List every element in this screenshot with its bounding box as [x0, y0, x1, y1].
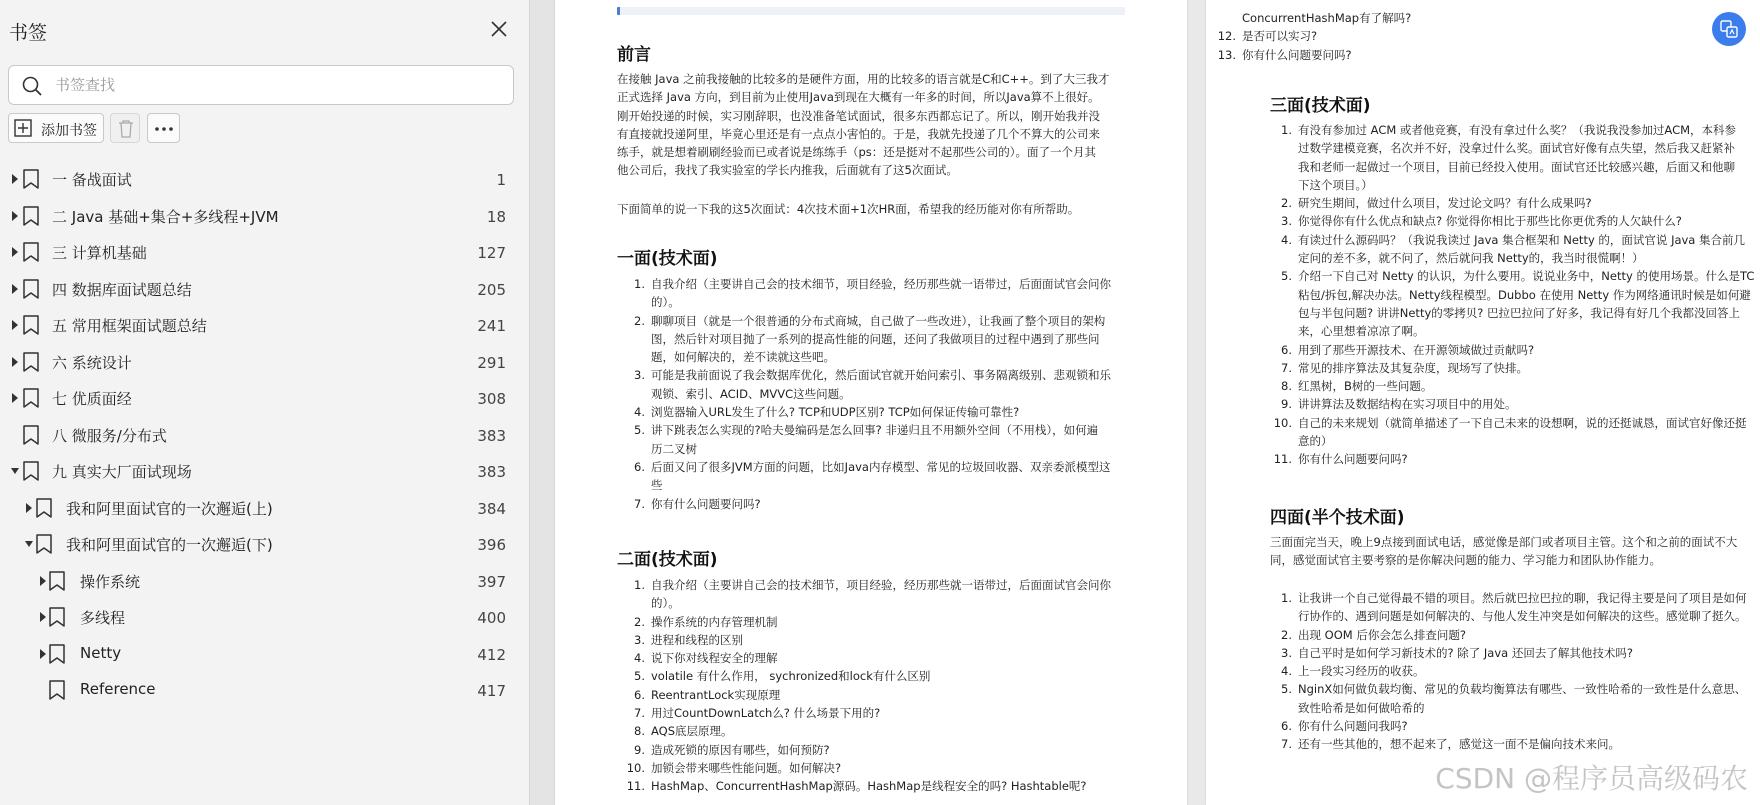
list-item-text: 讲下跳表怎么实现的?哈夫曼编码是怎么回事? 非递归且不用额外空间（不用栈），如何遍: [651, 423, 1099, 438]
collapse-arrow-icon[interactable]: [24, 538, 34, 550]
bookmark-item-label: 五 常用框架面试题总结: [52, 317, 207, 335]
bookmark-icon: [22, 278, 40, 300]
bookmark-search-input[interactable]: [55, 72, 495, 98]
list-item: [1272, 644, 1760, 662]
list-item-number: 6.: [1281, 719, 1292, 734]
add-bookmark-button[interactable]: [8, 113, 104, 143]
bookmark-icon: [48, 643, 66, 665]
list-item-text: 造成死锁的原因有哪些，如何预防?: [651, 742, 830, 757]
list-item: [625, 667, 1145, 685]
bookmark-item-label: 四 数据库面试题总结: [52, 280, 192, 299]
list-item-text: 讲讲算法及数据结构在实习项目中的用处。: [1298, 397, 1517, 412]
round3-list: [1272, 121, 1760, 469]
bookmark-icon: [22, 205, 40, 227]
list-item-number: 1.: [1281, 123, 1292, 137]
bookmark-item[interactable]: [0, 564, 530, 600]
list-item-number: 3.: [634, 368, 645, 383]
bookmark-item[interactable]: [0, 308, 530, 344]
bookmark-icon: [22, 351, 40, 373]
list-item-number: 11.: [1273, 452, 1292, 467]
list-item: [625, 366, 1145, 403]
list-item-number: 3.: [1281, 214, 1292, 229]
list-item-text: 介绍一下自己对 Netty 的认识，为什么要用。说说业务中，Netty 的使用场景。什么是TC: [1298, 269, 1755, 284]
list-item: [1272, 717, 1760, 735]
round2-list: [625, 576, 1145, 796]
list-item-text: 图，然后针对项目抛了一系列的提高性能的问题，还问了我做项目的过程中遇到了那些问: [651, 331, 1100, 346]
translate-float-button[interactable]: [1712, 12, 1746, 46]
expand-arrow-icon[interactable]: [10, 392, 20, 404]
list-item-text: 研究生期间，做过什么项目，发过论文吗？有什么成果吗?: [1298, 196, 1592, 211]
list-item-text: 来，心里想着凉凉了啊。: [1298, 324, 1425, 339]
list-item-number: 4.: [634, 405, 645, 420]
text-line: 有直接就投递阿里，毕竟心里还是有一点点小害怕的。于是，我就先投递了几个不算大的公司来: [617, 126, 1100, 141]
bookmark-item-label: 八 微服务/分布式: [52, 426, 167, 445]
list-item: [1272, 626, 1760, 644]
expand-arrow-icon[interactable]: [10, 283, 20, 295]
bookmark-item-label: Netty: [80, 643, 122, 662]
bookmark-icon: [35, 497, 53, 519]
list-item-text: 历二叉树: [651, 441, 697, 456]
bookmark-icon: [22, 460, 40, 482]
bookmark-item-label: 我和阿里面试官的一次邂逅(上): [66, 499, 273, 518]
bookmark-item-page: 417: [477, 682, 506, 700]
list-item: [625, 275, 1145, 312]
list-item-number: 4.: [1281, 232, 1292, 247]
bookmark-icon: [48, 606, 66, 628]
bookmark-item-label: 六 系统设计: [52, 353, 132, 372]
list-item-number: 2.: [1281, 196, 1292, 211]
round4-intro: [1270, 533, 1760, 570]
expand-arrow-icon[interactable]: [10, 319, 20, 331]
bookmark-item[interactable]: [0, 454, 530, 490]
list-item-text: ReentrantLock实现原理: [651, 687, 781, 702]
list-item-number: 13.: [1217, 47, 1236, 62]
close-icon[interactable]: [488, 18, 510, 40]
bookmark-item[interactable]: [0, 418, 530, 454]
list-item-number: 6.: [634, 687, 645, 702]
list-item-text: 红黑树，B树的一些问题。: [1298, 379, 1433, 394]
bookmark-item[interactable]: [0, 637, 530, 673]
list-item-text: 观锁、索引、ACID、MVVC这些问题。: [651, 386, 851, 401]
bookmark-item-page: 127: [477, 244, 506, 262]
list-item-text: AQS底层原理。: [651, 724, 733, 739]
list-item-text: HashMap、ConcurrentHashMap源码。HashMap是线程安全的吗? Hashtable呢?: [651, 779, 1087, 794]
list-item-text: 自己平时是如何学习新技术的? 除了 Java 还回去了解其他技术吗?: [1298, 645, 1633, 660]
preface-paragraph: [617, 70, 1137, 180]
list-item: [625, 495, 1145, 513]
list-item-text: 自我介绍（主要讲自己会的技术细节，项目经验，经历那些就一语带过，后面面试官会问你: [651, 277, 1111, 291]
bookmark-item-page: 412: [477, 645, 506, 664]
bookmark-item-page: 383: [477, 463, 506, 481]
list-item: [625, 686, 1145, 704]
more-options-button[interactable]: [147, 113, 180, 143]
bookmark-item-label: Reference: [80, 680, 156, 698]
list-item-number: 12.: [1217, 29, 1236, 44]
list-item: [1272, 121, 1760, 194]
list-item-number: 5.: [634, 669, 645, 684]
list-item-text: ConcurrentHashMap有了解吗?: [1242, 11, 1412, 25]
list-item: [625, 631, 1145, 649]
list-item-number: 5.: [634, 423, 645, 438]
document-page-right: [1206, 0, 1760, 805]
bookmark-item-label: 七 优质面经: [52, 390, 132, 408]
list-item: [1216, 27, 1756, 45]
bookmark-item-label: 一 备战面试: [52, 171, 132, 189]
list-item-number: 1.: [634, 578, 645, 592]
list-item-number: 10.: [1273, 415, 1292, 430]
list-item-number: 9.: [634, 742, 645, 757]
list-item: [1272, 450, 1760, 468]
bookmark-item-page: 397: [477, 572, 506, 591]
list-item-text: 是否可以实习?: [1242, 29, 1318, 44]
expand-arrow-icon[interactable]: [10, 356, 20, 368]
list-item-number: 2.: [634, 614, 645, 629]
csdn-watermark: CSDN @程序员高级码农: [1435, 762, 1748, 795]
list-item-text: 有没有参加过 ACM 或者他竞赛，有没有拿过什么奖？（我说我没参加过ACM，本科参: [1298, 123, 1737, 137]
list-item-text: 用过CountDownLatch么? 什么场景下用的?: [651, 706, 881, 721]
continued-list: [1216, 9, 1756, 64]
text-line: 刚开始投递的时候，实习刚辞职，也没准备笔试面试，很多东西都忘记了。所以，刚开始我并没: [617, 108, 1100, 123]
list-item-text: 加锁会带来哪些性能问题。如何解决?: [651, 760, 842, 775]
add-bookmark-icon: [13, 118, 33, 138]
bookmark-icon: [22, 424, 40, 446]
list-item-text: 自己的未来规划（就简单描述了一下自己未来的设想啊，说的还挺诚恳，面试官好像还挺: [1298, 415, 1747, 430]
list-item-text: 用到了那些开源技术、在开源领域做过贡献吗?: [1298, 342, 1535, 357]
expand-arrow-icon[interactable]: [10, 173, 20, 185]
list-item-number: 2.: [634, 313, 645, 328]
list-item-text: 还有一些其他的，想不起来了，感觉这一面不是偏向技术来问。: [1298, 737, 1620, 752]
expand-arrow-icon[interactable]: [10, 210, 20, 222]
list-item: [1272, 377, 1760, 395]
bookmark-item-page: 205: [477, 280, 506, 299]
list-item-number: 8.: [634, 724, 645, 739]
list-item-number: 2.: [1281, 627, 1292, 642]
list-item-text: 有读过什么源码吗？（我说我读过 Java 集合框架和 Netty 的，面试官说 Java 集合前几: [1298, 232, 1746, 247]
list-item: [1272, 589, 1760, 626]
preface-summary: 下面简单的说一下我的这5次面试：4次技术面+1次HR面，希望我的经历能对你有所帮助。: [617, 202, 1080, 216]
bookmark-item[interactable]: [0, 162, 530, 198]
list-item: [625, 759, 1145, 777]
list-item-number: 3.: [634, 632, 645, 647]
list-item-text: 聊聊项目（就是一个很普通的分布式商城，自己做了一些改进），让我画了整个项目的架构: [651, 313, 1106, 328]
text-line: 练手，就是想着刷刷经验而已或者说是练练手（ps：还是挺对不起那些公司的）。面了一个月其: [617, 145, 1097, 160]
bookmark-item-label: 九 真实大厂面试现场: [52, 463, 192, 481]
bookmark-item[interactable]: [0, 527, 530, 563]
bookmark-item[interactable]: [0, 345, 530, 381]
list-item-number: 5.: [1281, 682, 1292, 697]
bookmark-icon: [48, 570, 66, 592]
list-item-text: 你有什么问题要问吗?: [1298, 452, 1408, 467]
list-item: [625, 741, 1145, 759]
search-icon: [21, 75, 43, 97]
bookmark-item-label: 多线程: [80, 609, 126, 627]
text-line: 正式选择 Java 方向，到目前为止使用Java到现在大概有一年多的时间，所以Java算不上很好。: [617, 90, 1100, 105]
bookmark-icon: [22, 314, 40, 336]
list-item-text: 题，如何解决的，差不读就这些吧。: [651, 350, 835, 365]
list-item-text: 操作系统的内存管理机制: [651, 614, 778, 629]
list-item: [625, 403, 1145, 421]
list-item-text: 说下你对线程安全的理解: [651, 651, 778, 666]
list-item-text: 些: [651, 478, 663, 493]
bookmark-panel-header: [0, 0, 530, 62]
trash-icon: [117, 119, 135, 139]
bookmark-item[interactable]: [0, 673, 530, 709]
list-item-number: 4.: [634, 651, 645, 666]
list-item-text: 上一段实习经历的收获。: [1298, 664, 1425, 679]
list-item: [625, 312, 1145, 367]
list-item-text: 你觉得你有什么优点和缺点? 你觉得你相比于那些比你更优秀的人欠缺什么?: [1298, 214, 1682, 229]
list-item-text: 后面又问了很多JVM方面的问题，比如Java内存模型、常见的垃圾回收器、双亲委派模型这: [651, 459, 1111, 474]
list-item: [1216, 46, 1756, 64]
list-item-number: 8.: [1281, 379, 1292, 394]
bookmark-item-page: 384: [477, 499, 506, 518]
bookmark-panel-title: 书签: [9, 22, 48, 44]
more-icon: [154, 126, 174, 132]
list-item: [1272, 267, 1760, 340]
page-top-bar: [617, 7, 1125, 15]
expand-arrow-icon[interactable]: [38, 648, 48, 660]
expand-arrow-icon[interactable]: [38, 575, 48, 587]
list-item-number: 4.: [1281, 664, 1292, 679]
list-item: [1272, 680, 1760, 717]
bookmark-item[interactable]: [0, 491, 530, 527]
bookmark-item-page: 241: [477, 317, 506, 335]
bookmark-item-label: 我和阿里面试官的一次邂逅(下): [66, 536, 273, 554]
bookmark-item[interactable]: [0, 272, 530, 308]
bookmark-item-label: 操作系统: [80, 572, 141, 591]
list-item-number: 1.: [634, 277, 645, 291]
list-item: [625, 649, 1145, 667]
list-item-text: 我和老师一起做过一个项目，目前已经投入使用。面试官还比较感兴趣，后面又和他聊: [1298, 159, 1735, 174]
bookmark-item-page: 291: [477, 353, 506, 372]
list-item: [1272, 231, 1760, 268]
preface-heading: 前言: [617, 45, 651, 65]
list-item-text: NginX如何做负载均衡、常见的负载均衡算法有哪些、一致性哈希的一致性是什么意思、: [1298, 682, 1747, 697]
list-item-text: 意的）: [1298, 434, 1333, 449]
list-item-text: 你有什么问题问我吗?: [1298, 719, 1408, 734]
list-item-text: 致性哈希是如何做哈希的: [1298, 700, 1425, 715]
round4-heading: 四面(半个技术面): [1270, 508, 1405, 528]
panel-divider: [530, 0, 555, 805]
list-item-number: 7.: [634, 706, 645, 721]
round1-list: [625, 275, 1145, 513]
list-item-number: 6.: [1281, 342, 1292, 357]
list-item-text: 粘包/拆包,解决办法。Netty线程模型。Dubbo 在使用 Netty 作为网络通讯时候是如何避: [1298, 287, 1751, 302]
list-item-number: 7.: [1281, 737, 1292, 752]
bookmark-item-page: 396: [477, 536, 506, 554]
list-item-number: 7.: [1281, 360, 1292, 375]
list-item: [1216, 9, 1756, 27]
text-line: 同，感觉面试官主要考察的是你解决问题的能力、学习能力和团队协作能力。: [1270, 553, 1661, 568]
list-item-text: volatile 有什么作用， sychronized和lock有什么区别: [651, 669, 931, 684]
document-page-left: [555, 0, 1187, 805]
text-line: 在接触 Java 之前我接触的比较多的是硬件方面，用的比较多的语言就是C和C++。到了大三我才: [617, 72, 1110, 86]
bookmark-icon: [22, 387, 40, 409]
list-item-number: 7.: [634, 496, 645, 511]
bookmark-item-page: 383: [477, 426, 506, 445]
list-item-number: 11.: [626, 779, 645, 794]
list-item-text: 包与半包问题? 讲讲Netty的零拷贝? 巴拉巴拉问了好多，我记得有好几个我都没回答上: [1298, 305, 1741, 320]
text-line: 他公司后，我找了我实验室的学长内推我，后面就有了这5次面试。: [617, 163, 958, 178]
bookmark-item[interactable]: [0, 381, 530, 417]
bookmark-item-page: 18: [486, 207, 506, 226]
bookmark-item-label: 二 Java 基础+集合+多线程+JVM: [52, 207, 279, 226]
expand-arrow-icon[interactable]: [38, 611, 48, 623]
translate-icon: [1720, 20, 1738, 38]
list-item-text: 出现 OOM 后你会怎么排查问题?: [1298, 627, 1466, 642]
list-item: [1272, 194, 1760, 212]
add-bookmark-label: 添加书签: [41, 123, 97, 139]
list-item-number: 5.: [1281, 269, 1292, 284]
list-item: [625, 576, 1145, 613]
bookmark-item-label: 三 计算机基础: [52, 244, 147, 262]
round4-list: [1272, 589, 1760, 754]
list-item-text: 你有什么问题要问吗?: [651, 496, 761, 511]
list-item-text: 定问的差不多，就不问了，然后就问我 Netty的，我当时很慌啊！）: [1298, 251, 1644, 266]
list-item-number: 10.: [626, 760, 645, 775]
list-item-text: 的）。: [651, 295, 680, 310]
expand-arrow-icon[interactable]: [10, 246, 20, 258]
list-item: [625, 777, 1145, 795]
list-item-text: 常见的排序算法及其复杂度，现场写了快排。: [1298, 360, 1528, 375]
list-item: [1272, 212, 1760, 230]
list-item: [1272, 662, 1760, 680]
bookmark-icon: [35, 533, 53, 555]
bookmark-icon: [22, 241, 40, 263]
list-item: [625, 458, 1145, 495]
list-item-number: 3.: [1281, 645, 1292, 660]
list-item-text: 自我介绍（主要讲自己会的技术细节，项目经验，经历那些就一语带过，后面面试官会问你: [651, 578, 1111, 592]
list-item-number: 9.: [1281, 397, 1292, 412]
list-item-text: 可能是我前面说了我会数据库优化，然后面试官就开始问索引、事务隔离级别、悲观锁和乐: [651, 368, 1111, 383]
bookmark-icon: [22, 168, 40, 190]
bookmark-item-page: 400: [477, 609, 506, 627]
list-item-text: 进程和线程的区别: [651, 632, 743, 647]
bookmark-panel: [0, 0, 530, 805]
list-item: [1272, 341, 1760, 359]
list-item: [625, 722, 1145, 740]
list-item-text: 下这个项目。）: [1298, 177, 1373, 192]
collapse-arrow-icon[interactable]: [10, 465, 20, 477]
round3-heading: 三面(技术面): [1270, 96, 1371, 116]
delete-bookmark-button[interactable]: [110, 113, 140, 143]
bookmark-search-box: [8, 65, 514, 105]
bookmark-item[interactable]: [0, 600, 530, 636]
list-item-text: 你有什么问题要问吗?: [1242, 47, 1352, 62]
list-item-text: 的）。: [651, 596, 680, 611]
text-line: 三面面完当天，晚上9点接到面试电话，感觉像是部门或者项目主管。这个和之前的面试不大: [1270, 535, 1738, 549]
list-item-number: 1.: [1281, 591, 1292, 605]
list-item-text: 行协作的、遇到问题是如何解决的、与他人发生冲突是如何解决的这些。感觉聊了挺久。: [1298, 609, 1747, 624]
list-item-number: 6.: [634, 459, 645, 474]
list-item: [1272, 414, 1760, 451]
list-item: [1272, 359, 1760, 377]
round2-heading: 二面(技术面): [617, 550, 718, 570]
round1-heading: 一面(技术面): [617, 249, 718, 269]
list-item: [625, 704, 1145, 722]
expand-arrow-icon[interactable]: [24, 502, 34, 514]
list-item-text: 浏览器输入URL发生了什么? TCP和UDP区别? TCP如何保证传输可靠性?: [651, 405, 1020, 420]
list-item: [625, 421, 1145, 458]
list-item: [1272, 735, 1760, 753]
bookmark-item[interactable]: [0, 199, 530, 235]
list-item-text: 让我讲一个自己觉得最不错的项目。然后就巴拉巴拉的聊，我记得主要是问了项目是如何: [1298, 591, 1747, 605]
bookmark-item-page: 308: [477, 390, 506, 408]
bookmark-item[interactable]: [0, 235, 530, 271]
bookmark-icon: [48, 679, 66, 701]
list-item-text: 过数学建模竞赛，名次并不好，没拿过什么奖。面试官好像有点失望，然后我又赶紧补: [1298, 141, 1735, 156]
bookmark-item-page: 1: [496, 171, 506, 189]
list-item: [625, 613, 1145, 631]
list-item: [1272, 395, 1760, 413]
